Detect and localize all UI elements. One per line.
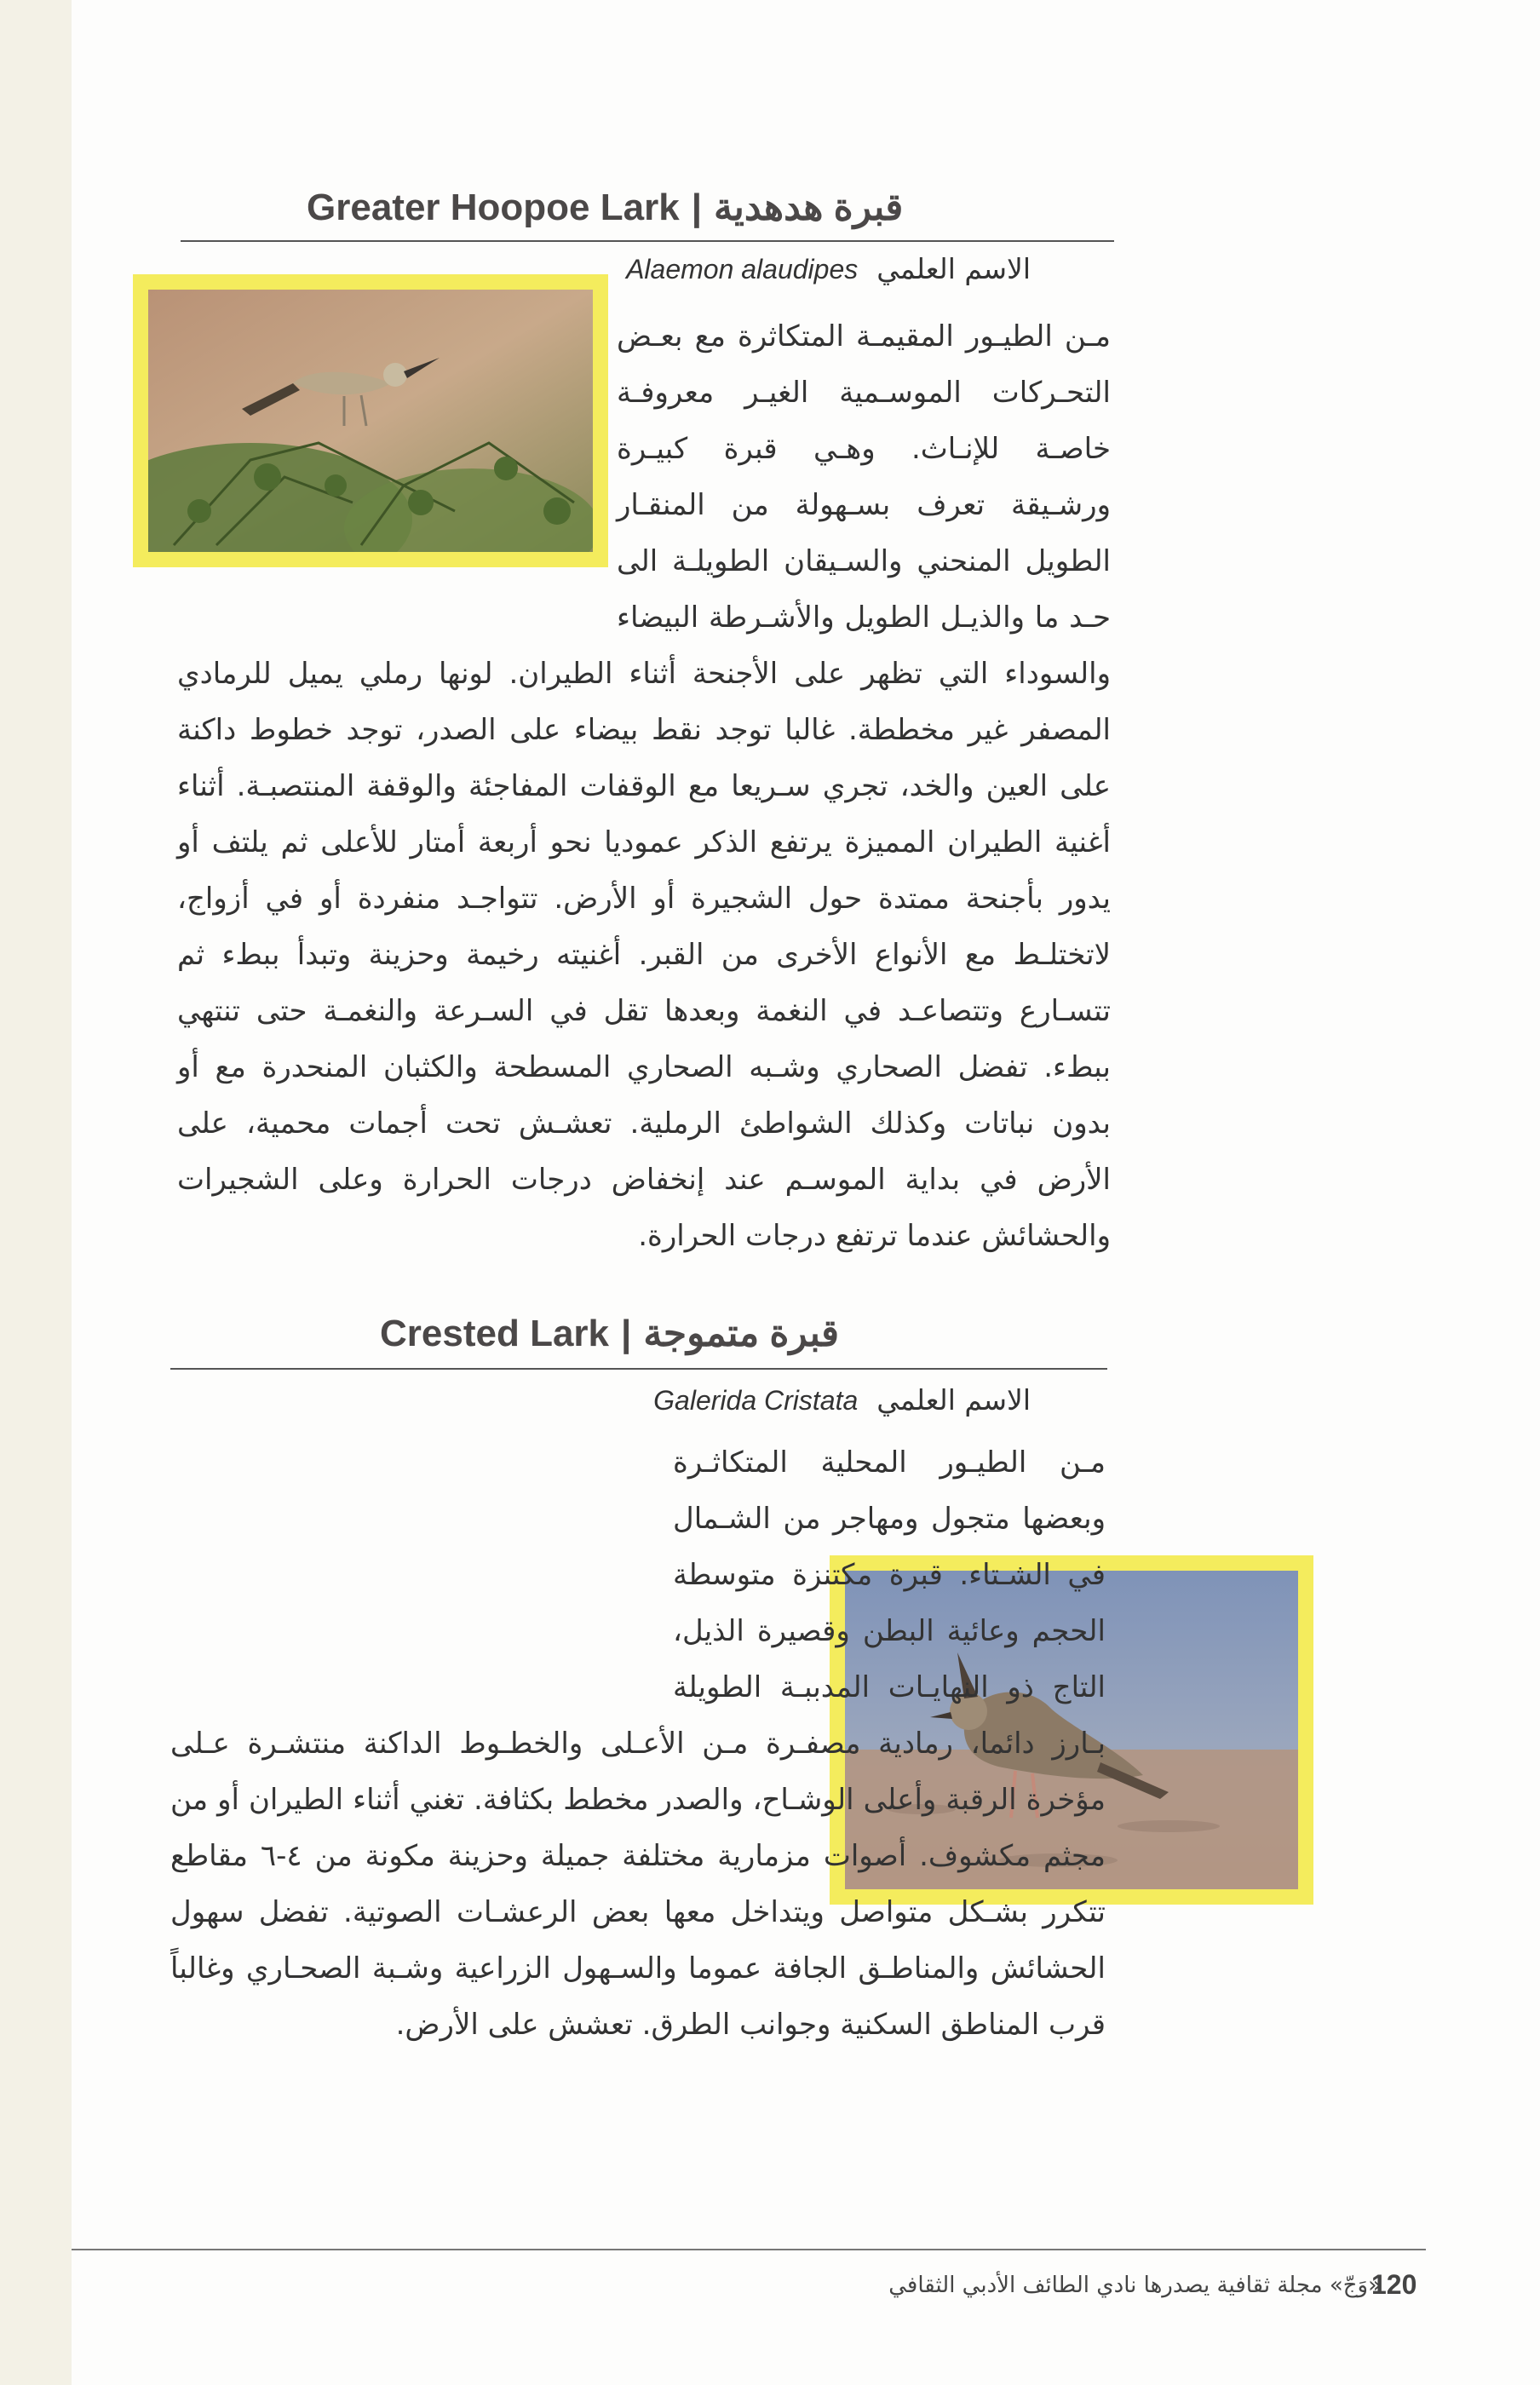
scientific-label: الاسم العلمي [876, 1383, 1031, 1417]
title-english: Greater Hoopoe Lark [307, 187, 680, 228]
scientific-name: Alaemon alaudipes [626, 254, 859, 284]
scientific-name-row [653, 1383, 1031, 1417]
scientific-label: الاسم العلمي [876, 252, 1031, 285]
scientific-name: Galerida Cristata [653, 1385, 859, 1416]
species-title-crested-lark [380, 1312, 839, 1355]
footer-rule [72, 2249, 1426, 2250]
title-underline [170, 1368, 1107, 1370]
journal-footer-text: «وَجّ» مجلة ثقافية يصدرها نادي الطائف الأدبي الثقافي [888, 2273, 1382, 2298]
title-arabic: قبرة متموجة [643, 1313, 839, 1354]
title-underline [181, 240, 1114, 242]
species-description [177, 308, 1111, 1264]
title-arabic: قبرة هدهدية [714, 187, 904, 228]
species-description [170, 1434, 1106, 2162]
page-number: 120 [1371, 2269, 1417, 2300]
title-english: Crested Lark [380, 1313, 610, 1354]
description-text: مـن الطيـور المقيمـة المتكاثرة مع بعـض التحـركات الموسـمية الغيـر معروفـة خاصـة للإنـاث. وهـي قبرة كبيـرة ورشـيقة تعرف بسـهولة من المنقـار الطويل المنحني والسـيقان الطويلـة الى حـد ما والذيـل الطويل والأشـرطة البيضاء والسوداء التي تظهر على الأجنحة أثناء الطيران. لونها رملي يميل للرمادي المصفر غير مخططة. غالبا توجد نقط بيضاء على الصدر، توجد خطوط داكنة على العين والخد، تجري سـريعا مع الوقفات المفاجئة والوقفة المنتصبـة. أثناء أغنية الطيران المميزة يرتفع الذكر عموديا نحو أربعة أمتار للأعلى ثم يلتف أو يدور بأجنحة ممتدة حول الشجيرة أو الأرض. تتواجـد منفردة أو في أزواج، لاتختلـط مع الأنواع الأخرى من القبر. أغنيته رخيمة وحزينة وتبدأ ببطء ثم تتسـارع وتتصاعـد في النغمة وبعدها تقل في السـرعة والنغمـة حتى تنتهي ببطء. تفضل الصحاري وشـبه الصحاري المسطحة والكثبان المنحدرة مع أو بدون نباتات وكذلك الشواطئ الرملية. تعشـش تحت أجمات محمية، على الأرض في بداية الموسـم عند إنخفاض درجات الحرارة وعلى الشجيرات والحشائش عندما ترتفع درجات الحرارة. [177, 319, 1111, 1253]
photo-wrap-space [177, 308, 617, 629]
species-title-hoopoe-lark [307, 186, 903, 229]
scientific-name-row [626, 252, 1031, 285]
description-text: مـن الطيـور المحلية المتكاثـرة وبعضها متجول ومهاجر من الشـمال في الشـتاء. قبرة مكتنزة متوسطة الحجم وعائية البطن وقصيرة الذيل، التاج ذو النهايـات المدببـة الطويلة بـارز دائما، رمادية مصفـرة مـن الأعـلى والخطـوط الداكنة منتشـرة عـلى مؤخرة الرقبة وأعلى الوشـاح، والصدر مخطط بكثافة. تغني أثناء الطيران أو من مجثم مكشوف. أصوات مزمارية مختلفة جميلة وحزينة مكونة من ٤-٦ مقاطع تتكرر بشـكل متواصل ويتداخل معها بعض الرعشـات الصوتية. تفضل سهول الحشائش والمناطـق الجافة عموما والسـهول الزراعية وشـبة الصحـاري وغالباً قرب المناطق السكنية وجوانب الطرق. تعشش على الأرض. [170, 1445, 1106, 2042]
title-separator: | [621, 1313, 632, 1354]
title-separator: | [691, 187, 702, 228]
